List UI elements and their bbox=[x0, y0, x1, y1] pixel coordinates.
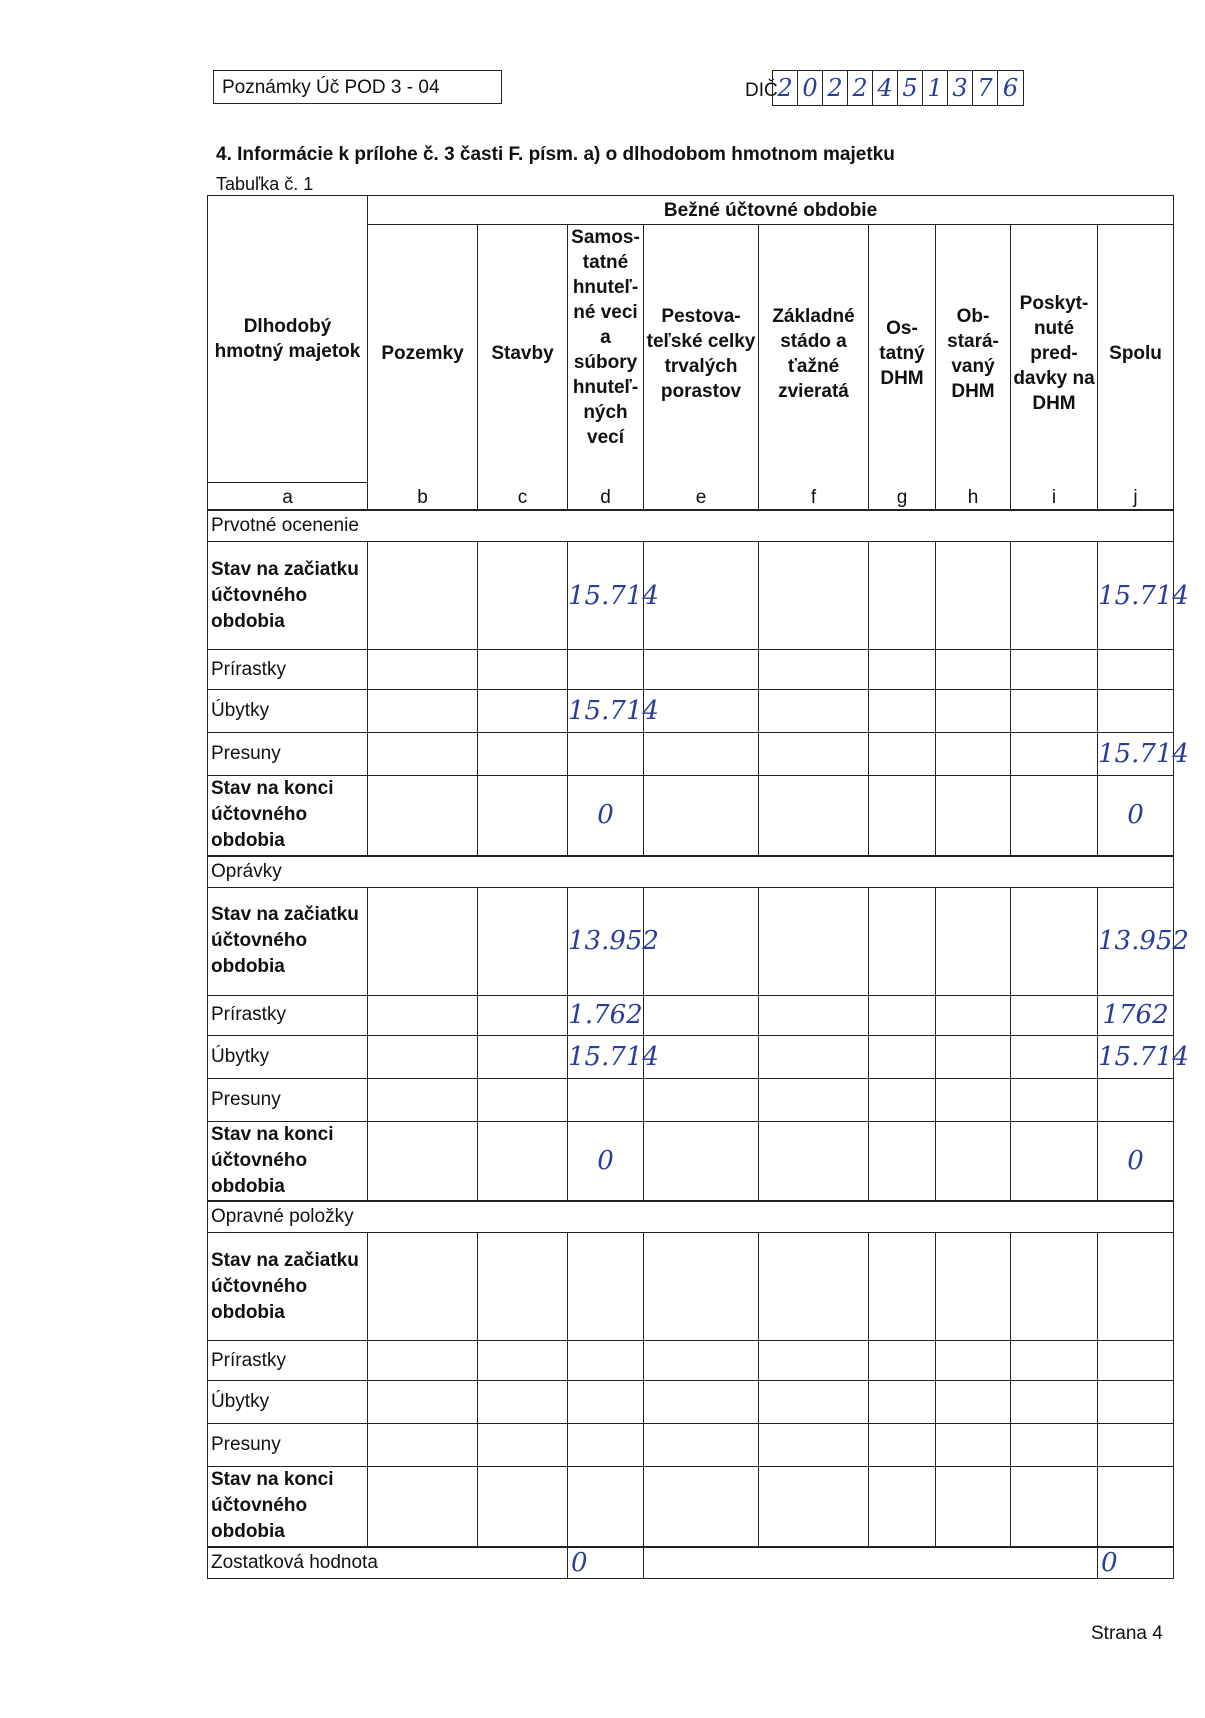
period-header: Bežné účtovné obdobie bbox=[368, 196, 1174, 225]
empty-cell bbox=[644, 542, 759, 650]
value-cell-d: 0 bbox=[568, 1547, 644, 1579]
empty-cell bbox=[1011, 1233, 1098, 1341]
empty-cell bbox=[759, 776, 869, 856]
empty-cell bbox=[936, 1381, 1011, 1424]
col-letter: h bbox=[936, 483, 1011, 511]
value-cell-j: 15.714 bbox=[1098, 542, 1174, 650]
empty-cell bbox=[759, 1078, 869, 1121]
value-cell-d bbox=[568, 1078, 644, 1121]
dic-digit: 2 bbox=[773, 71, 798, 105]
dic-field bbox=[772, 70, 1024, 106]
empty-cell bbox=[869, 542, 936, 650]
empty-cell bbox=[1011, 542, 1098, 650]
section-row bbox=[208, 1201, 1174, 1233]
empty-cell bbox=[1011, 887, 1098, 995]
value-cell-d: 15.714 bbox=[568, 542, 644, 650]
value-cell-d: 15.714 bbox=[568, 690, 644, 733]
value-cell-d bbox=[568, 650, 644, 690]
empty-cell bbox=[644, 1121, 759, 1201]
empty-cell bbox=[368, 1424, 478, 1467]
col-letter: g bbox=[869, 483, 936, 511]
dic-digit: 2 bbox=[823, 71, 848, 105]
empty-cell bbox=[644, 1424, 759, 1467]
value-cell-d bbox=[568, 1424, 644, 1467]
dic-digit: 4 bbox=[873, 71, 898, 105]
value-cell-j bbox=[1098, 1381, 1174, 1424]
empty-cell bbox=[1011, 995, 1098, 1035]
dic-label: DIČ bbox=[745, 80, 778, 101]
empty-cell bbox=[936, 542, 1011, 650]
empty-cell bbox=[869, 887, 936, 995]
form-label: Poznámky Úč POD 3 - 04 bbox=[213, 70, 502, 104]
empty-cell bbox=[368, 690, 478, 733]
empty-cell bbox=[1011, 650, 1098, 690]
value-cell-j bbox=[1098, 1424, 1174, 1467]
value-cell-d bbox=[568, 1233, 644, 1341]
empty-cell bbox=[869, 1233, 936, 1341]
value-cell-j: 13.952 bbox=[1098, 887, 1174, 995]
row-label: Stav na začiatku účtovného obdobia bbox=[208, 887, 368, 995]
table-row bbox=[208, 1341, 1174, 1381]
empty-cell bbox=[478, 1233, 568, 1341]
empty-cell bbox=[869, 1078, 936, 1121]
empty-cell bbox=[368, 1035, 478, 1078]
col-letter: i bbox=[1011, 483, 1098, 511]
empty-cell bbox=[478, 1467, 568, 1547]
empty-cell bbox=[1011, 1121, 1098, 1201]
empty-cell bbox=[869, 995, 936, 1035]
value-cell-d: 0 bbox=[568, 776, 644, 856]
value-cell-d: 1.762 bbox=[568, 995, 644, 1035]
value-cell-d: 13.952 bbox=[568, 887, 644, 995]
empty-cell bbox=[869, 1121, 936, 1201]
col-letter: d bbox=[568, 483, 644, 511]
col-header-f: Základné stádo a ťažné zvieratá bbox=[759, 225, 869, 483]
value-cell-d bbox=[568, 733, 644, 776]
row-label: Stav na konci účtovného obdobia bbox=[208, 1121, 368, 1201]
value-cell-j: 15.714 bbox=[1098, 1035, 1174, 1078]
col-header-c: Stavby bbox=[478, 225, 568, 483]
row-label: Stav na konci účtovného obdobia bbox=[208, 1467, 368, 1547]
empty-cell bbox=[1011, 1381, 1098, 1424]
empty-cell bbox=[936, 1121, 1011, 1201]
empty-cell bbox=[869, 1341, 936, 1381]
value-cell-j bbox=[1098, 1233, 1174, 1341]
row-label: Prírastky bbox=[208, 650, 368, 690]
empty-cell bbox=[759, 1233, 869, 1341]
col-header-a: Dlhodobý hmotný majetok bbox=[208, 196, 368, 483]
empty-cell bbox=[368, 1467, 478, 1547]
empty-cell bbox=[759, 1121, 869, 1201]
empty-cell bbox=[936, 1424, 1011, 1467]
value-cell-j bbox=[1098, 1467, 1174, 1547]
empty-cell bbox=[759, 887, 869, 995]
section-title: Oprávky bbox=[208, 856, 1174, 888]
value-cell-d bbox=[568, 1341, 644, 1381]
empty-cell bbox=[936, 1233, 1011, 1341]
empty-cell bbox=[368, 542, 478, 650]
empty-cell bbox=[759, 1035, 869, 1078]
col-letter: f bbox=[759, 483, 869, 511]
empty-cell bbox=[644, 995, 759, 1035]
empty-cell bbox=[936, 650, 1011, 690]
empty-cell bbox=[644, 1547, 1098, 1579]
empty-cell bbox=[759, 1424, 869, 1467]
empty-cell bbox=[368, 887, 478, 995]
table-row bbox=[208, 1467, 1174, 1547]
empty-cell bbox=[644, 1381, 759, 1424]
row-label: Úbytky bbox=[208, 690, 368, 733]
table-row bbox=[208, 1121, 1174, 1201]
empty-cell bbox=[1011, 1424, 1098, 1467]
empty-cell bbox=[368, 776, 478, 856]
table-row bbox=[208, 650, 1174, 690]
col-header-j: Spolu bbox=[1098, 225, 1174, 483]
residual-row bbox=[208, 1547, 1174, 1579]
table-row bbox=[208, 1381, 1174, 1424]
row-label: Prírastky bbox=[208, 995, 368, 1035]
empty-cell bbox=[644, 1341, 759, 1381]
dic-digit: 7 bbox=[973, 71, 998, 105]
empty-cell bbox=[1011, 1035, 1098, 1078]
empty-cell bbox=[869, 1467, 936, 1547]
empty-cell bbox=[759, 995, 869, 1035]
dic-digit: 3 bbox=[948, 71, 973, 105]
empty-cell bbox=[936, 690, 1011, 733]
empty-cell bbox=[368, 1341, 478, 1381]
empty-cell bbox=[478, 650, 568, 690]
empty-cell bbox=[644, 1233, 759, 1341]
value-cell-j: 0 bbox=[1098, 1121, 1174, 1201]
row-label: Presuny bbox=[208, 733, 368, 776]
empty-cell bbox=[368, 1381, 478, 1424]
table-row bbox=[208, 776, 1174, 856]
empty-cell bbox=[869, 650, 936, 690]
value-cell-d: 0 bbox=[568, 1121, 644, 1201]
dic-digit: 0 bbox=[798, 71, 823, 105]
empty-cell bbox=[936, 776, 1011, 856]
empty-cell bbox=[644, 690, 759, 733]
table-row bbox=[208, 995, 1174, 1035]
empty-cell bbox=[1011, 733, 1098, 776]
row-label: Stav na začiatku účtovného obdobia bbox=[208, 542, 368, 650]
row-label: Zostatková hodnota bbox=[208, 1547, 568, 1579]
dic-digit: 6 bbox=[1002, 74, 1019, 102]
empty-cell bbox=[368, 995, 478, 1035]
table-row bbox=[208, 542, 1174, 650]
empty-cell bbox=[869, 776, 936, 856]
dic-digit: 1 bbox=[923, 71, 948, 105]
empty-cell bbox=[869, 1424, 936, 1467]
empty-cell bbox=[478, 1078, 568, 1121]
section-title: 4. Informácie k prílohe č. 3 časti F. písm. a) o dlhodobom hmotnom majetku bbox=[216, 144, 895, 165]
empty-cell bbox=[869, 1035, 936, 1078]
empty-cell bbox=[644, 776, 759, 856]
table-row bbox=[208, 1078, 1174, 1121]
empty-cell bbox=[936, 1467, 1011, 1547]
empty-cell bbox=[368, 1121, 478, 1201]
empty-cell bbox=[644, 650, 759, 690]
empty-cell bbox=[1011, 1341, 1098, 1381]
empty-cell bbox=[644, 1078, 759, 1121]
table-label: Tabuľka č. 1 bbox=[216, 174, 314, 194]
section-row bbox=[208, 510, 1174, 542]
row-label: Úbytky bbox=[208, 1035, 368, 1078]
empty-cell bbox=[478, 1424, 568, 1467]
empty-cell bbox=[478, 733, 568, 776]
table-row bbox=[208, 733, 1174, 776]
value-cell-j bbox=[1098, 1341, 1174, 1381]
empty-cell bbox=[1011, 1467, 1098, 1547]
col-header-e: Pestova-teľské celky trvalých porastov bbox=[644, 225, 759, 483]
empty-cell bbox=[1011, 690, 1098, 733]
empty-cell bbox=[478, 1035, 568, 1078]
empty-cell bbox=[478, 690, 568, 733]
empty-cell bbox=[368, 650, 478, 690]
table-row bbox=[208, 1035, 1174, 1078]
dic-digit: 2 bbox=[848, 71, 873, 105]
empty-cell bbox=[478, 542, 568, 650]
row-label: Presuny bbox=[208, 1424, 368, 1467]
empty-cell bbox=[368, 1233, 478, 1341]
section-title: Prvotné ocenenie bbox=[208, 510, 1174, 542]
table-row bbox=[208, 690, 1174, 733]
value-cell-j: 0 bbox=[1098, 776, 1174, 856]
empty-cell bbox=[644, 1467, 759, 1547]
empty-cell bbox=[478, 1381, 568, 1424]
empty-cell bbox=[478, 1121, 568, 1201]
value-cell-j bbox=[1098, 650, 1174, 690]
empty-cell bbox=[368, 1078, 478, 1121]
empty-cell bbox=[478, 776, 568, 856]
empty-cell bbox=[478, 887, 568, 995]
section-row bbox=[208, 856, 1174, 888]
value-cell-j: 0 bbox=[1098, 1547, 1174, 1579]
empty-cell bbox=[644, 887, 759, 995]
value-cell-j bbox=[1098, 1078, 1174, 1121]
col-letter: a bbox=[208, 483, 368, 511]
table-row bbox=[208, 1424, 1174, 1467]
empty-cell bbox=[936, 887, 1011, 995]
empty-cell bbox=[936, 1035, 1011, 1078]
dic-digit: 5 bbox=[898, 71, 923, 105]
empty-cell bbox=[759, 1341, 869, 1381]
col-header-d: Samos-tatné hnuteľ-né veci a súbory hnuteľ-ných vecí bbox=[568, 225, 644, 483]
empty-cell bbox=[759, 542, 869, 650]
row-label: Prírastky bbox=[208, 1341, 368, 1381]
empty-cell bbox=[936, 1078, 1011, 1121]
dhm-table bbox=[207, 195, 1189, 1579]
empty-cell bbox=[869, 1381, 936, 1424]
empty-cell bbox=[644, 1035, 759, 1078]
empty-cell bbox=[869, 690, 936, 733]
value-cell-d bbox=[568, 1381, 644, 1424]
col-letter: c bbox=[478, 483, 568, 511]
table-row bbox=[208, 887, 1174, 995]
value-cell-j: 1762 bbox=[1098, 995, 1174, 1035]
table-row bbox=[208, 1233, 1174, 1341]
row-label: Presuny bbox=[208, 1078, 368, 1121]
value-cell-d: 15.714 bbox=[568, 1035, 644, 1078]
empty-cell bbox=[936, 995, 1011, 1035]
empty-cell bbox=[368, 733, 478, 776]
col-header-b: Pozemky bbox=[368, 225, 478, 483]
empty-cell bbox=[869, 733, 936, 776]
empty-cell bbox=[936, 733, 1011, 776]
empty-cell bbox=[644, 733, 759, 776]
page-number: Strana 4 bbox=[1091, 1623, 1163, 1644]
empty-cell bbox=[759, 1381, 869, 1424]
empty-cell bbox=[1011, 776, 1098, 856]
value-cell-j: 15.714 bbox=[1098, 733, 1174, 776]
empty-cell bbox=[759, 650, 869, 690]
empty-cell bbox=[759, 733, 869, 776]
value-cell-d bbox=[568, 1467, 644, 1547]
col-header-i: Poskyt-nuté pred-davky na DHM bbox=[1011, 225, 1098, 483]
row-label: Stav na konci účtovného obdobia bbox=[208, 776, 368, 856]
empty-cell bbox=[478, 1341, 568, 1381]
col-letter: e bbox=[644, 483, 759, 511]
col-header-g: Os-tatný DHM bbox=[869, 225, 936, 483]
col-header-h: Ob-stará-vaný DHM bbox=[936, 225, 1011, 483]
empty-cell bbox=[759, 690, 869, 733]
col-letter: j bbox=[1098, 483, 1174, 511]
empty-cell bbox=[759, 1467, 869, 1547]
col-letter: b bbox=[368, 483, 478, 511]
row-label: Úbytky bbox=[208, 1381, 368, 1424]
empty-cell bbox=[936, 1341, 1011, 1381]
row-label: Stav na začiatku účtovného obdobia bbox=[208, 1233, 368, 1341]
section-title: Opravné položky bbox=[208, 1201, 1174, 1233]
empty-cell bbox=[478, 995, 568, 1035]
empty-cell bbox=[1011, 1078, 1098, 1121]
value-cell-j bbox=[1098, 690, 1174, 733]
